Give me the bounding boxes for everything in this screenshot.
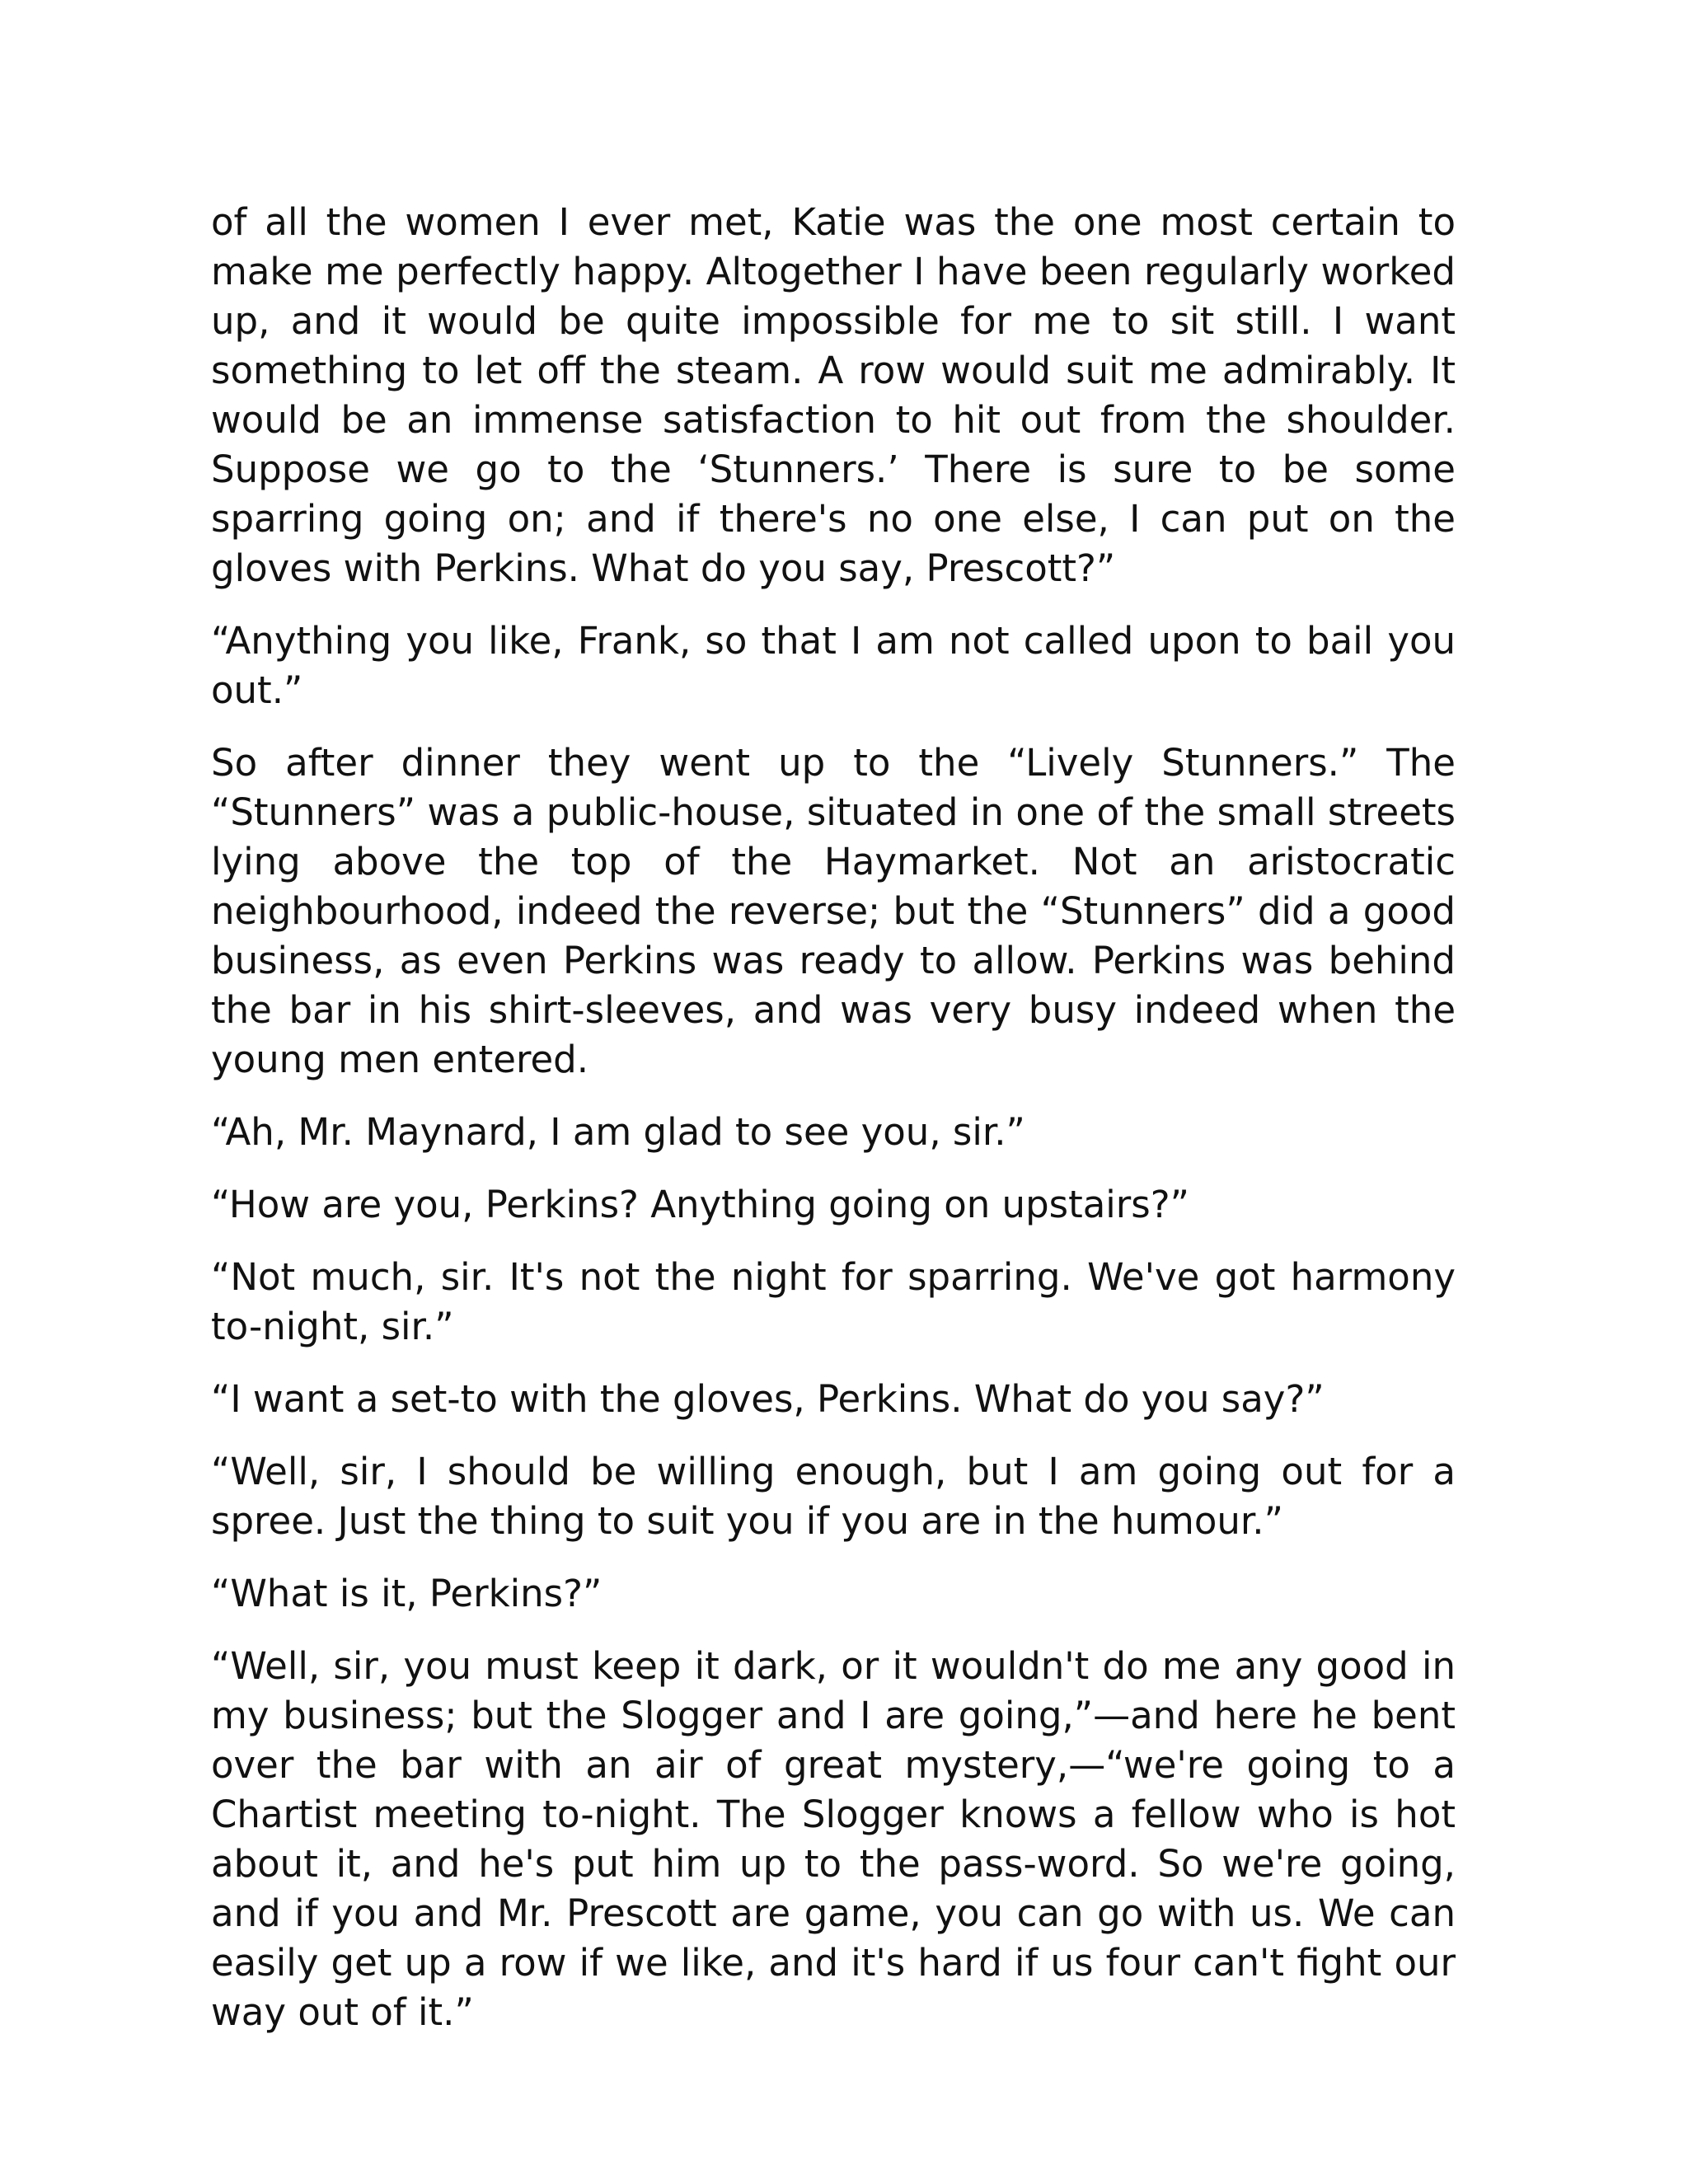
page-body [211,198,1456,2060]
paragraph: “Not much, sir. It's not the night for sparring. We've got harmony to-night, sir.” [211,1255,1456,1348]
paragraph: “How are you, Perkins? Anything going on upstairs?” [211,1183,1189,1226]
paragraph: “Well, sir, you must keep it dark, or it wouldn't do me any good in my business; but the Slogger and I are going,”—and here he bent over the bar with an air of great mystery,—“we're going to a Chartist meeting to-night. The Slogger knows a fellow who is hot about it, and he's put him up to the pass-word. So we're going, and if you and Mr. Prescott are game, you can go with us. We can easily get up a row if we like, and it's hard if us four can't fight our way out of it.” [211,1644,1456,2034]
paragraph: of all the women I ever met, Katie was the one most certain to make me perfectly happy. Altogether I have been regularly worked up, and it would be quite impossible for me to sit still. I want something to let off the steam. A row would suit me admirably. It would be an immense satisfaction to hit out from the shoulder. Suppose we go to the ‘Stunners.’ There is sure to be some sparring going on; and if there's no one else, I can put on the gloves with Perkins. What do you say, Prescott?” [211,200,1456,590]
paragraph: “What is it, Perkins?” [211,1572,603,1615]
paragraph: “Ah, Mr. Maynard, I am glad to see you, sir.” [211,1110,1025,1154]
paragraph: “Well, sir, I should be willing enough, but I am going out for a spree. Just the thing to suit you if you are in the humour.” [211,1450,1456,1543]
paragraph: “Anything you like, Frank, so that I am not called upon to bail you out.” [211,619,1456,712]
paragraph: “I want a set-to with the gloves, Perkins. What do you say?” [211,1377,1325,1421]
paragraph: So after dinner they went up to the “Lively Stunners.” The “Stunners” was a public-house, situated in one of the small streets lying above the top of the Haymarket. Not an aristocratic neighbourhood, indeed the reverse; but the “Stunners” did a good business, as even Perkins was ready to allow. Perkins was behind the bar in his shirt-sleeves, and was very busy indeed when the young men entered. [211,741,1456,1081]
